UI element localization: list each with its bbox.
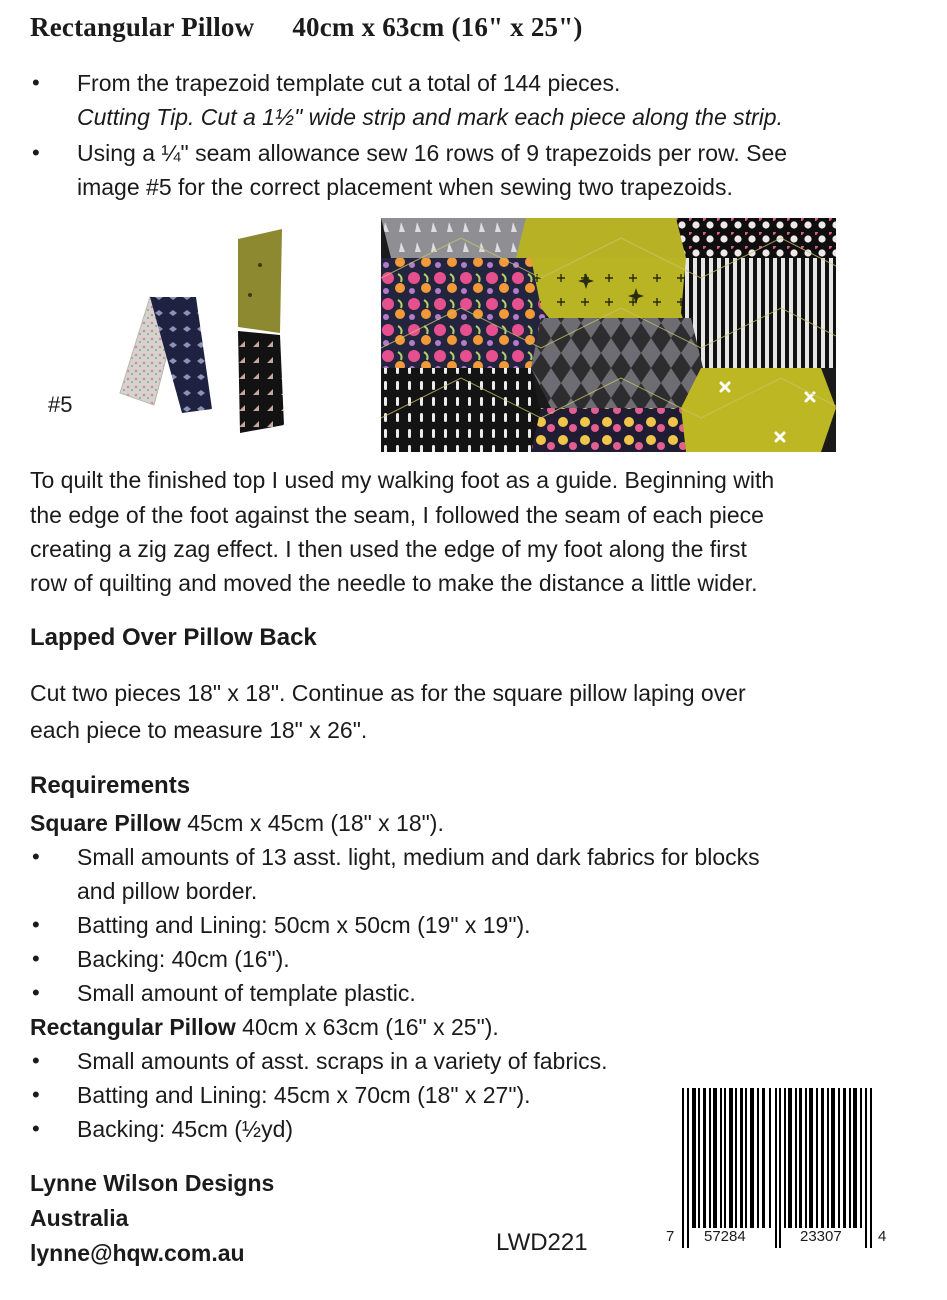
lapped-back-line2: each piece to measure 18" x 26". [30,717,368,743]
title-name: Rectangular Pillow [30,12,255,42]
hexagon-quilt-photo [381,218,836,452]
product-code: LWD221 [496,1229,588,1256]
barcode-group-1: 57284 [704,1228,746,1245]
square-item2: Batting and Lining: 50cm x 50cm (19" x 19"). [77,912,531,938]
step2-line1: Using a ¼" seam allowance sew 16 rows of 9 trapezoids per row. See [77,140,788,166]
figure-label: #5 [48,392,73,417]
bullet-marker: • [32,946,40,971]
bullet-marker: • [32,1048,40,1073]
bullet-marker: • [32,1082,40,1107]
square-item4: Small amount of template plastic. [77,980,416,1006]
trapezoid-sewing-photo [110,225,300,440]
rect-item3: Backing: 45cm (½yd) [77,1116,294,1142]
company-name: Lynne Wilson Designs [30,1170,275,1196]
bullet-marker: • [32,844,40,869]
bullet-marker: • [32,140,40,165]
bullet-marker: • [32,980,40,1005]
page-title [30,12,583,43]
bullet-marker: • [32,1116,40,1141]
barcode-digit-left: 7 [666,1228,675,1245]
barcode-graphic [678,1088,888,1248]
rect-pillow-name: Rectangular Pillow [30,1014,236,1040]
rect-pillow-dims: 40cm x 63cm (16" x 25"). [235,1014,499,1040]
quilting-line3: creating a zig zag effect. I then used the edge of my foot along the first [30,536,747,562]
square-item1-line1: Small amounts of 13 asst. light, medium and dark fabrics for blocks [77,844,760,870]
lapped-back-heading: Lapped Over Pillow Back [30,624,317,651]
lapped-back-line1: Cut two pieces 18" x 18". Continue as for the square pillow laping over [30,680,746,706]
square-pillow-dims: 45cm x 45cm (18" x 18"). [180,810,444,836]
cutting-tip-text: Cutting Tip. Cut a 1½" wide strip and mark each piece along the strip. [77,104,783,130]
barcode-group-2: 23307 [800,1228,842,1245]
title-dimensions: 40cm x 63cm (16" x 25") [292,12,583,42]
square-pillow-line [30,806,444,840]
bullet-marker: • [32,70,40,95]
company-country: Australia [30,1205,129,1231]
rect-item2: Batting and Lining: 45cm x 70cm (18" x 27"). [77,1082,531,1108]
square-item1-line2: and pillow border. [77,878,258,904]
bullet-marker: • [32,912,40,937]
rect-item1: Small amounts of asst. scraps in a variety of fabrics. [77,1048,608,1074]
barcode-digit-right: 4 [878,1228,887,1245]
company-email: lynne@hqw.com.au [30,1240,245,1266]
square-pillow-name: Square Pillow [30,810,181,836]
square-item3: Backing: 40cm (16"). [77,946,290,972]
quilting-line4: row of quilting and moved the needle to make the distance a little wider. [30,570,758,596]
rect-pillow-line [30,1010,499,1044]
step2-line2: image #5 for the correct placement when sewing two trapezoids. [77,174,733,200]
requirements-heading: Requirements [30,772,191,799]
step1-text: From the trapezoid template cut a total of 144 pieces. [77,70,621,96]
quilting-line2: the edge of the foot against the seam, I followed the seam of each piece [30,502,764,528]
quilting-line1: To quilt the finished top I used my walking foot as a guide. Beginning with [30,467,775,493]
